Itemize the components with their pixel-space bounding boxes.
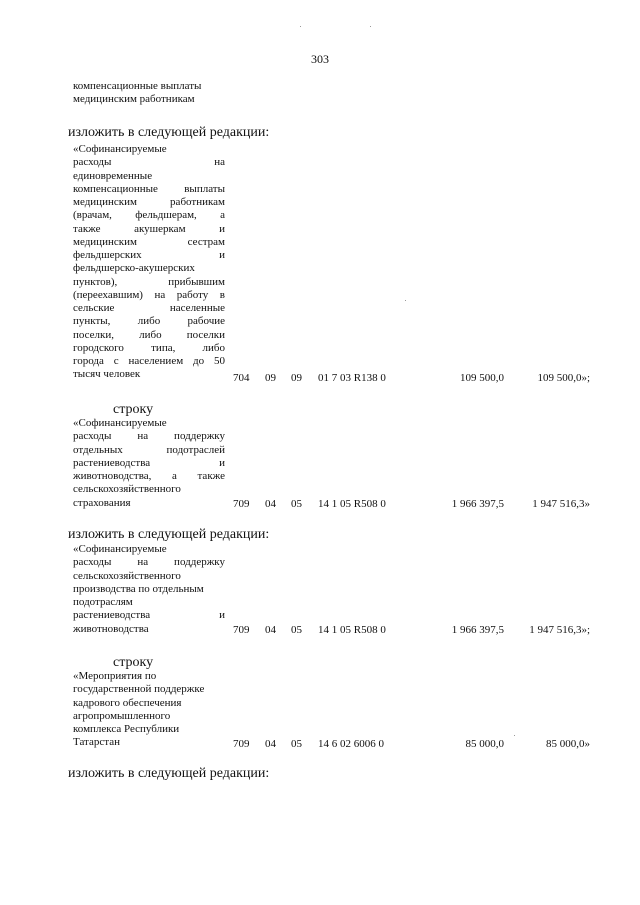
- ministry-code: 709: [233, 738, 250, 750]
- text-line: растениеводства и: [73, 609, 225, 622]
- amount-2: 85 000,0»: [546, 738, 590, 750]
- instruction-heading: изложить в следующей редакции:: [68, 527, 270, 542]
- budget-codes-row: [0, 371, 640, 385]
- text-line: Татарстан: [73, 736, 120, 749]
- scan-speck: [405, 300, 406, 301]
- text-line: «Софинансируемые: [73, 143, 167, 155]
- section-code: 09: [265, 372, 276, 384]
- expense-name: [73, 543, 225, 636]
- text-line: «Софинансируемые: [73, 543, 167, 555]
- text-line: расходы на: [73, 156, 225, 169]
- text-line: медицинским работникам: [73, 196, 225, 208]
- ministry-code: 709: [233, 498, 250, 510]
- subsection-code: 05: [291, 498, 302, 510]
- instruction-heading: изложить в следующей редакции:: [68, 125, 270, 140]
- text-line: отдельных подотраслей: [73, 443, 225, 456]
- section-code: 04: [265, 624, 276, 636]
- expense-name: [73, 143, 225, 382]
- text-line: (переехавшим) на работу в: [73, 288, 225, 301]
- amount-1: 1 966 397,5: [451, 624, 504, 636]
- ministry-code: 704: [233, 372, 250, 384]
- amount-1: 85 000,0: [465, 738, 504, 750]
- amount-2: 109 500,0»;: [537, 372, 590, 384]
- scan-speck: [370, 26, 371, 27]
- instruction-heading: строку: [113, 655, 154, 670]
- text-line: сельские населенные: [73, 302, 225, 314]
- text-line: также акушеркам и: [73, 222, 225, 235]
- text-line: кадрового обеспечения: [73, 696, 182, 709]
- text-line: тысяч человек: [73, 368, 141, 381]
- target-item-code: 14 1 05 R508 0: [318, 498, 386, 510]
- target-item-code: 14 6 02 6006 0: [318, 738, 384, 750]
- text-line: компенсационные выплаты: [73, 182, 225, 195]
- text-line: фельдшерско-акушерских: [73, 262, 195, 275]
- text-line: медицинским работникам: [73, 93, 195, 106]
- text-line: расходы на поддержку: [73, 556, 225, 569]
- text-line: компенсационные выплаты: [73, 80, 202, 92]
- amount-1: 1 966 397,5: [451, 498, 504, 510]
- ministry-code: 709: [233, 624, 250, 636]
- text-line: «Мероприятия по: [73, 670, 157, 682]
- scan-speck: [514, 735, 515, 736]
- text-line: комплекса Республики: [73, 723, 180, 735]
- page-number: 303: [311, 52, 329, 66]
- scan-speck: [300, 26, 301, 27]
- text-line: поселки, либо поселки: [73, 328, 225, 341]
- text-line: государственной поддержке: [73, 683, 205, 696]
- target-item-code: 01 7 03 R138 0: [318, 372, 386, 384]
- text-line: подотраслям: [73, 596, 133, 608]
- text-line: расходы на поддержку: [73, 430, 225, 443]
- instruction-heading: строку: [113, 402, 154, 417]
- budget-codes-row: [0, 497, 640, 511]
- text-line: медицинским сестрам: [73, 235, 225, 248]
- text-line: фельдшерских и: [73, 249, 225, 261]
- text-line: животноводства: [73, 622, 149, 635]
- text-line: города с населением до 50: [73, 355, 225, 367]
- subsection-code: 09: [291, 372, 302, 384]
- text-line: пунктов), прибывшим: [73, 275, 225, 288]
- target-item-code: 14 1 05 R508 0: [318, 624, 386, 636]
- text-line: пункты, либо рабочие: [73, 315, 225, 328]
- expense-name: [73, 417, 225, 510]
- previous-entry-text: [73, 80, 201, 106]
- text-line: растениеводства и: [73, 456, 225, 469]
- amount-2: 1 947 516,3»: [532, 498, 590, 510]
- text-line: сельскохозяйственного: [73, 483, 181, 496]
- section-code: 04: [265, 498, 276, 510]
- text-line: единовременные: [73, 169, 153, 182]
- amount-1: 109 500,0: [460, 372, 504, 384]
- subsection-code: 05: [291, 624, 302, 636]
- text-line: производства по отдельным: [73, 582, 204, 595]
- text-line: городского типа, либо: [73, 341, 225, 354]
- amount-2: 1 947 516,3»;: [529, 624, 590, 636]
- text-line: (врачам, фельдшерам, а: [73, 209, 225, 222]
- text-line: животноводства, а также: [73, 470, 225, 482]
- budget-codes-row: [0, 623, 640, 637]
- budget-codes-row: [0, 737, 640, 751]
- text-line: «Софинансируемые: [73, 417, 167, 429]
- subsection-code: 05: [291, 738, 302, 750]
- text-line: агропромышленного: [73, 709, 171, 722]
- section-code: 04: [265, 738, 276, 750]
- text-line: страхования: [73, 496, 131, 509]
- instruction-heading: изложить в следующей редакции:: [68, 766, 270, 781]
- text-line: сельскохозяйственного: [73, 569, 181, 582]
